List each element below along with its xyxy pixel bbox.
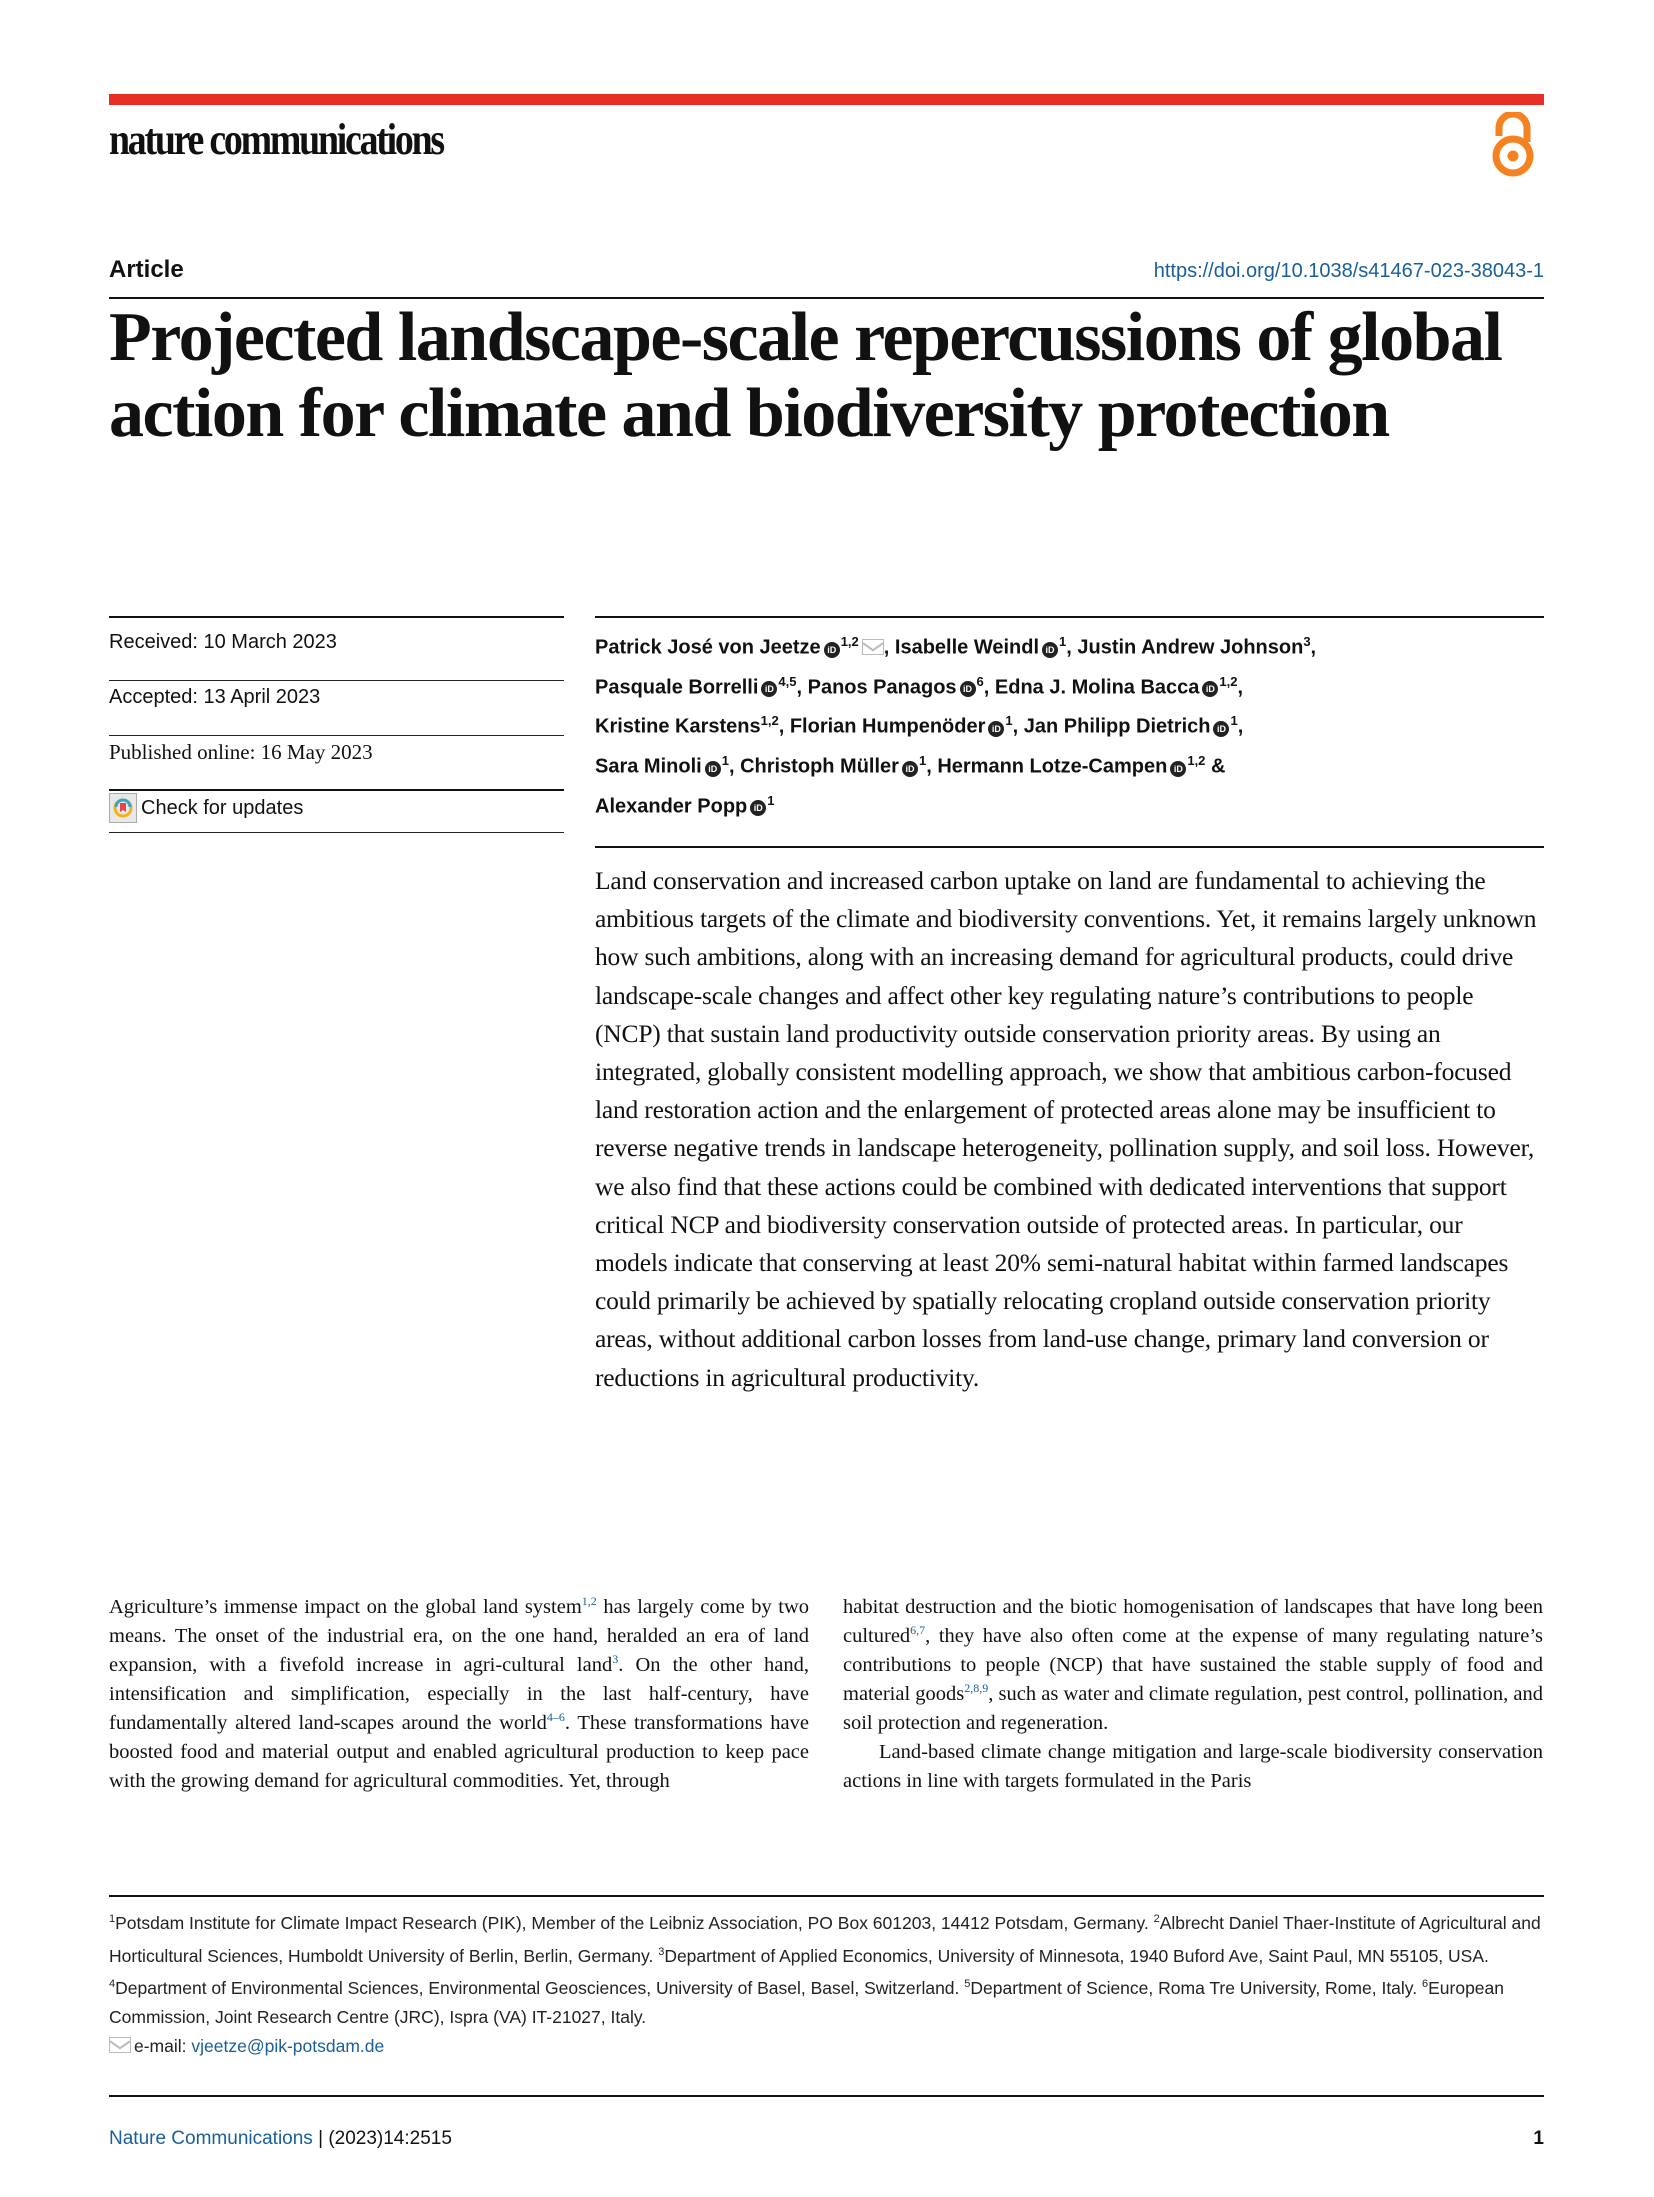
affiliation-superscript: 1 [767, 792, 775, 808]
body-paragraph: habitat destruction and the biotic homogenisation of landscapes that have long been cultured$^{6,7}$, they have also often come at the expense of many regulating nature’s contributions to people (NCP) that have sustained the stable supply of food and material goods$^{2,8,9}$, such as water and climate regulation, pest control, pollination, and soil protection and regeneration. [843, 1596, 1543, 1734]
article-title: Projected landscape-scale repercussions of global action for climate and biodiversity protection [109, 299, 1502, 452]
meta-divider-top [109, 616, 564, 618]
orcid-icon[interactable]: iD [988, 721, 1004, 737]
citation-reference-link[interactable]: 6,7 [910, 1623, 926, 1638]
orcid-icon[interactable]: iD [1170, 761, 1186, 777]
author-name[interactable]: Justin Andrew Johnson [1077, 636, 1304, 659]
affiliation-superscript: 1,2 [840, 634, 859, 649]
orcid-icon[interactable]: iD [960, 681, 976, 697]
author-name[interactable]: Jan Philipp Dietrich [1023, 715, 1211, 738]
affiliation-number: 3 [658, 1945, 665, 1958]
crossmark-icon [109, 793, 137, 823]
author-separator: , [1310, 636, 1317, 659]
affiliation-superscript: 1 [1059, 634, 1067, 649]
article-type-label: Article [109, 256, 184, 283]
author-name[interactable]: Alexander Popp [595, 795, 748, 818]
citation-reference-link[interactable]: 3 [612, 1652, 619, 1667]
journal-brand[interactable]: nature communications [109, 115, 443, 164]
affiliation-number: 1 [109, 1913, 116, 1925]
orcid-icon[interactable]: iD [750, 800, 766, 816]
orcid-icon[interactable]: iD [1042, 642, 1058, 658]
author-name[interactable]: Patrick José von Jeetze [595, 636, 821, 659]
author-separator: , [796, 676, 808, 699]
author-name[interactable]: Panos Panagos [807, 676, 957, 699]
affiliation-text: Potsdam Institute for Climate Impact Research (PIK), Member of the Leibniz Association, PO Box 601203, 14412 Potsdam, Germany. [115, 1912, 1154, 1933]
affiliation-superscript: 4,5 [778, 673, 797, 689]
orcid-icon[interactable]: iD [1202, 681, 1218, 697]
affiliation-superscript: 1 [1230, 713, 1238, 729]
email-label: e-mail: [134, 2036, 192, 2057]
accepted-date: Accepted: 13 April 2023 [109, 686, 321, 708]
email-icon [109, 2037, 131, 2053]
author-name[interactable]: Pasquale Borrelli [595, 676, 759, 699]
author-name[interactable]: Kristine Karstens [595, 715, 761, 738]
affiliation-superscript: 1 [1005, 713, 1013, 729]
author-name[interactable]: Sara Minoli [595, 755, 702, 778]
orcid-icon[interactable]: iD [824, 642, 840, 658]
email-link[interactable]: vjeetze@pik-potsdam.de [191, 2036, 385, 2057]
author-name[interactable]: Christoph Müller [740, 755, 899, 778]
footer-citation [109, 2128, 452, 2150]
author-separator: , [926, 755, 938, 778]
affiliation-text: Department of Science, Roma Tre University, Rome, Italy. [970, 1978, 1422, 1999]
footer-journal-link[interactable]: Nature Communications [109, 2128, 313, 2149]
author-name[interactable]: Hermann Lotze-Campen [937, 755, 1168, 778]
footer-volume: (2023)14:2515 [328, 2128, 452, 2149]
author-separator: , [1237, 715, 1244, 738]
body-column-right [843, 1593, 1543, 1796]
author-separator: , [1066, 636, 1078, 659]
author-separator: , [728, 755, 741, 778]
author-separator: , [1012, 715, 1024, 738]
orcid-icon[interactable]: iD [761, 681, 777, 697]
affiliation-text: Department of Environmental Sciences, Environmental Geosciences, University of Basel, Basel, Switzerland. [115, 1978, 965, 1999]
affiliation-superscript: 1,2 [760, 713, 779, 729]
affiliation-text: Department of Applied Economics, University of Minnesota, 1940 Buford Ave, Saint Paul, MN 55105, USA. [664, 1945, 1489, 1966]
author-separator: & [1205, 755, 1226, 778]
citation-reference-link[interactable]: 1,2 [581, 1594, 597, 1609]
orcid-icon[interactable]: iD [1213, 721, 1229, 737]
check-for-updates-button[interactable] [109, 793, 303, 823]
affiliation-superscript: 6 [976, 673, 984, 689]
meta-divider [109, 735, 564, 736]
received-date: Received: 10 March 2023 [109, 631, 337, 653]
published-date: Published online: 16 May 2023 [109, 740, 373, 764]
affiliation-superscript: 3 [1303, 634, 1311, 649]
author-separator: , [778, 715, 790, 738]
affiliation-number: 4 [109, 1978, 116, 1991]
open-access-icon [1490, 112, 1536, 178]
corresponding-author-email-icon[interactable] [862, 639, 884, 655]
affiliation-text: European Commission, Joint Research Centre (JRC), Ispra (VA) IT-21027, Italy. [109, 1978, 1505, 2028]
author-name[interactable]: Florian Humpenöder [789, 715, 986, 738]
author-list [595, 625, 1545, 823]
meta-divider-bottom [109, 832, 564, 833]
body-column-left [109, 1593, 809, 1796]
author-name[interactable]: Isabelle Weindl [894, 636, 1040, 659]
page-number: 1 [1533, 2128, 1544, 2149]
author-separator: , [883, 636, 895, 659]
body-paragraph: Land-based climate change mitigation and large-scale biodiversity conservation actions in line with targets formulated in the Paris [843, 1741, 1543, 1792]
meta-divider [109, 680, 564, 681]
orcid-icon[interactable]: iD [902, 761, 918, 777]
abstract: Land conservation and increased carbon uptake on land are fundamental to achieving the ambitious targets of the climate and biodiversity conventions. Yet, it remains largely unknown how such ambitions, along with an increasing demand for agricultural products, could drive landscape-scale changes and affect other key regulating nature’s contributions to people (NCP) that sustain land productivity outside conservation priority areas. By using an integrated, globally consistent modelling approach, we show that ambitious carbon-focused land restoration action and the enlargement of protected areas alone may be insufficient to reverse negative trends in landscape heterogeneity, pollination supply, and soil loss. However, we also find that these actions could be combined with dedicated interventions that support critical NCP and biodiversity conservation outside of protected areas. In particular, our models indicate that conserving at least 20% semi-natural habitat within farmed landscapes could primarily be achieved by spatially relocating cropland outside conservation priority areas, without additional carbon losses from land-use change, primary land conversion or reductions in agricultural productivity. [595, 866, 1537, 1392]
affiliations [109, 1905, 1549, 2061]
affiliation-superscript: 1,2 [1187, 752, 1206, 768]
body-paragraph: Agriculture’s immense impact on the global land system$^{1,2}$ has largely come by two means. The onset of the industrial era, on the one hand, heralded an era of land expansion, with a fivefold increase in agri-cultural land$^3$. On the other hand, intensification and simplification, especially in the last half-century, have fundamentally altered land-scapes around the world$^{4-6}$. These transformations have boosted food and material output and enabled agricultural production to keep pace with the growing demand for agricultural commodities. Yet, through [109, 1594, 809, 1792]
affiliation-number: 6 [1421, 1978, 1429, 1991]
affiliation-superscript: 1 [721, 752, 729, 768]
check-for-updates-label: Check for updates [141, 796, 304, 819]
orcid-icon[interactable]: iD [705, 761, 721, 777]
author-name[interactable]: Edna J. Molina Bacca [994, 676, 1200, 699]
affiliation-superscript: 1,2 [1219, 673, 1238, 689]
affiliation-number: 2 [1153, 1913, 1160, 1925]
footer-separator: | [312, 2128, 329, 2149]
affiliation-superscript: 1 [918, 752, 927, 768]
author-separator: , [1237, 676, 1244, 699]
affiliations-divider [109, 1895, 1544, 1897]
authors-divider-top [595, 616, 1544, 618]
citation-reference-link[interactable]: 2,8,9 [964, 1681, 989, 1696]
abstract-divider [595, 846, 1544, 848]
citation-reference-link[interactable]: 4–6 [546, 1710, 565, 1725]
meta-divider [109, 789, 564, 791]
author-separator: , [983, 676, 995, 699]
affiliation-number: 5 [964, 1978, 971, 1991]
header-accent-bar [109, 94, 1544, 105]
affiliation-list [109, 1913, 1541, 2028]
footer-divider [109, 2095, 1544, 2097]
affiliation-text: Albrecht Daniel Thaer-Institute of Agricultural and Horticultural Sciences, Humboldt University of Berlin, Berlin, Germany. [109, 1912, 1541, 1966]
doi-link[interactable]: https://doi.org/10.1038/s41467-023-38043-1 [1153, 260, 1544, 282]
